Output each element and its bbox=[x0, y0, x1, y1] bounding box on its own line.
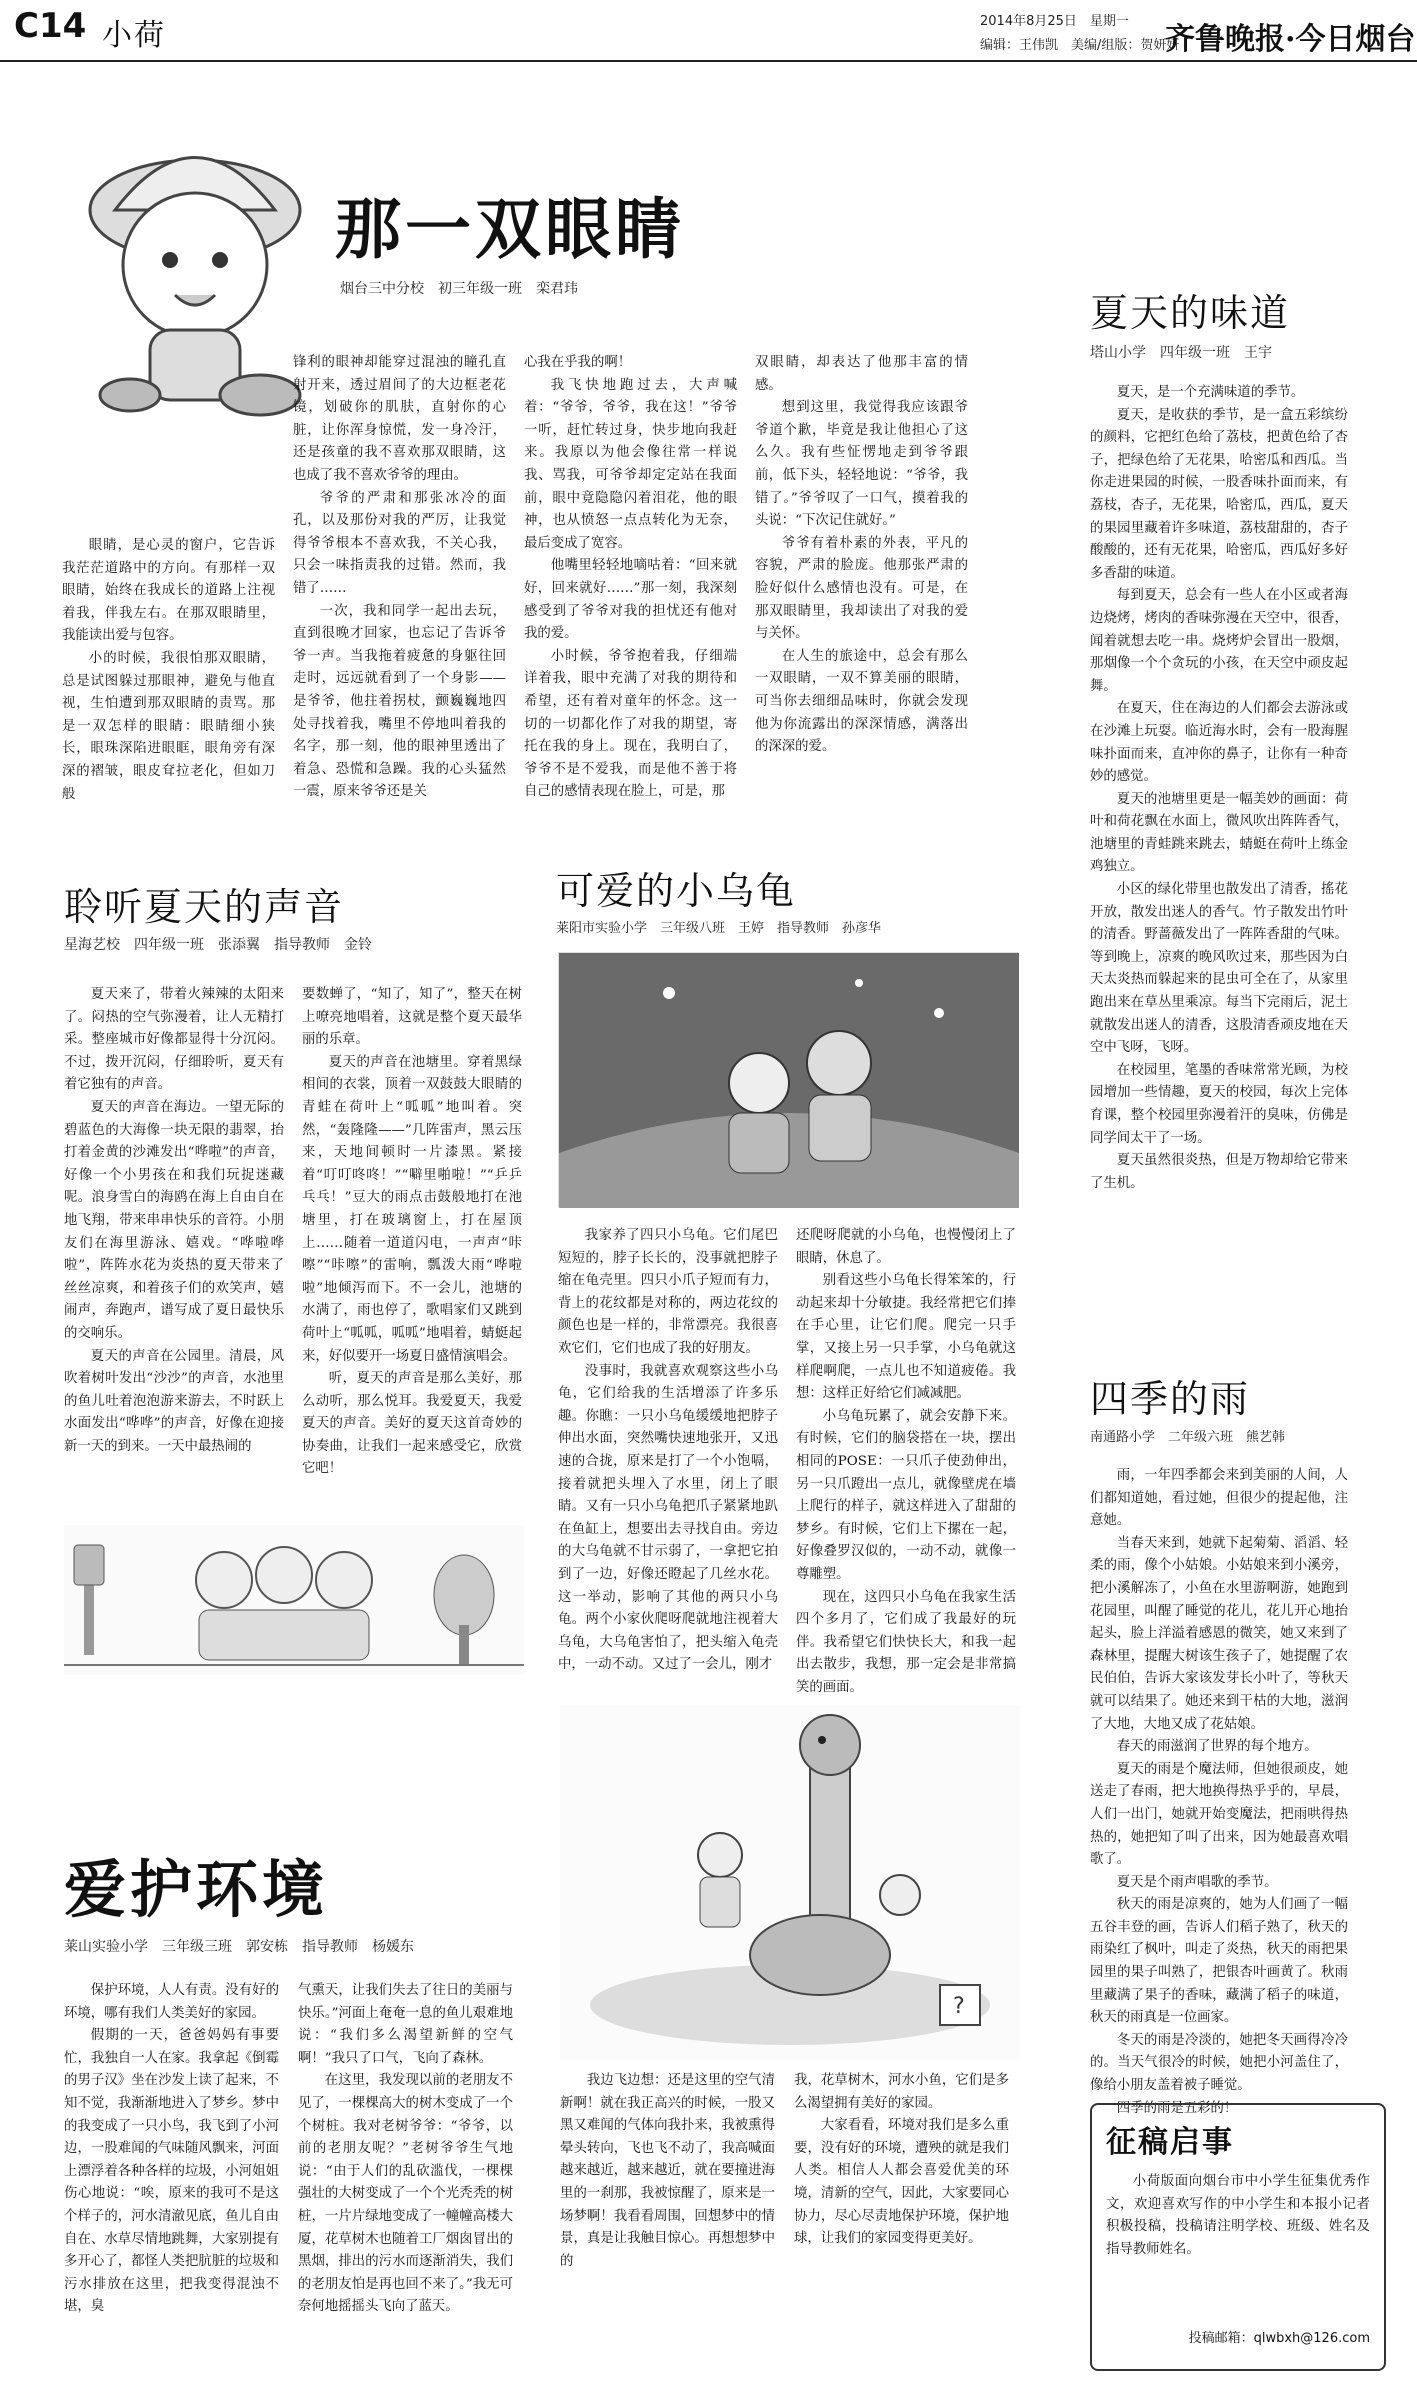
paragraph: 没事时，我就喜欢观察这些小乌龟，它们给我的生活增添了许多乐趣。你瞧：一只小乌龟缓缓地把脖子伸出水面，突然嘴快速地张开，又迅速的合拢，原来是打了一个小饱嗝，接着就把头埋入了水里，闭上了眼睛。又有一只小乌龟把爪子紧紧地趴在鱼缸上，想要出去寻找自由。旁边的大乌龟就不甘示弱了，一拿把它拍到了一边，好像还瞪起了几丝水花。这一举动，影响了其他的两只小乌龟。两个小家伙爬呀爬就地注视着大乌龟，大乌龟害怕了，把头缩入龟壳中，一动不动。又过了一会儿，刚才 bbox=[558, 1363, 778, 1673]
article-column-summer-sound-1 bbox=[64, 984, 284, 1514]
paragraph: 在校园里，笔墨的香味常常光顾，为校园增加一些情趣，夏天的校园，每次上完体育课，整个校园里弥漫着汗的臭味，仿佛是同学间太干了一场。 bbox=[1090, 1062, 1348, 1146]
paragraph: 冬天的雨是冷淡的，她把冬天画得冷冷的。当天气很冷的时候，她把小河盖住了，像给小朋友盖着被子睡觉。 bbox=[1090, 2032, 1348, 2094]
article-body-summer-taste bbox=[1090, 382, 1348, 1312]
article-byline-summer-sound: 星海艺校 四年级一班 张添翼 指导教师 金铃 bbox=[64, 937, 372, 953]
paragraph: 双眼睛，却表达了他那丰富的情感。 bbox=[755, 355, 968, 393]
paragraph: 大家看看，环境对我们是多么重要，没有好的环境，遭殃的就是我们人类。相信人人都会喜爱优美的环境，清新的空气，因此，大家要同心协力，尽心尽责地保护环境，保护地球，让我们的家园变得更美好。 bbox=[794, 2118, 1009, 2247]
article-column-summer-sound-2 bbox=[302, 984, 522, 1514]
paragraph: 小荷版面向烟台市中小学生征集优秀作文，欢迎喜欢写作的中小学生和本报小记者积极投稿，投稿请注明学校、班级、姓名及指导教师姓名。 bbox=[1106, 2174, 1370, 2257]
paragraph: 夏天的雨是个魔法师，但她很顽皮，她送走了春雨，把大地换得热乎乎的，早晨，人们一出门，她就开始变魔法，把雨哄得热热的，她把知了叫了出来，因为她最喜欢唱歌了。 bbox=[1090, 1761, 1348, 1868]
paragraph: 夏天，是收获的季节，是一盒五彩缤纷的颜料，它把红色给了荔枝，把黄色给了杏子，把绿色给了无花果，哈密瓜和西瓜。当你走进果园的时候，一股香味扑面而来，有荔枝，杏子，无花果，哈密瓜，西瓜，夏天的果园里藏着许多味道，荔枝甜甜的，杏子酸酸的，还有无花果，哈密瓜，西瓜好多好多香甜的味道。 bbox=[1090, 407, 1348, 581]
page-header bbox=[0, 0, 1417, 62]
paragraph: 在这里，我发现以前的老朋友不见了，一棵棵高大的树木变成了一个个树桩。我对老树爷爷：“爷爷，以前的老朋友呢？”老树爷爷生气地说：“由于人们的乱砍滥伐，一棵棵强壮的大树变成了一个个光秃秃的树桩，一片片绿地变成了一幢幢高楼大厦，花草树木也随着工厂烟囱冒出的黑烟，排出的污水而逐渐消失，我们的老朋友怕是再也回不来了。”我无可奈何地摇摇头飞向了蓝天。 bbox=[298, 2073, 513, 2315]
paragraph: 夏天的声音在公园里。清晨，风吹着树叶发出“沙沙”的声音，水池里的鱼儿吐着泡泡游来游去，不时跃上水面发出“哗哗”的声音，好像在迎接新一天的到来。一天中最热闹的 bbox=[64, 1348, 284, 1454]
article-column-turtle-1 bbox=[558, 1225, 778, 1675]
article-column-eyes-2 bbox=[293, 352, 506, 812]
svg-text:?: ? bbox=[953, 1994, 965, 2019]
paragraph: 一次，我和同学一起出去玩，直到很晚才回家，也忘记了告诉爷爷一声。当我拖着疲惫的身躯往回走时，远远就看到了一个身影——是爷爷，他拄着拐杖，颤巍巍地四处寻找着我，嘴里不停地叫着我的名字，那一刻，他的眼神里透出了着急、恐慌和急躁。我的心头猛然一震，原来爷爷还是关 bbox=[293, 603, 506, 800]
paragraph: 小时候，爷爷抱着我，仔细端详着我，眼中充满了对我的期待和希望，还有着对童年的怀念。这一切的一切都化作了对我的期望，寄托在我的身上。现在，我明白了，爷爷不是不爱我，而是他不善于将自己的感情表现在脸上，可是，那 bbox=[524, 648, 737, 800]
article-title-turtle: 可爱的小乌龟 bbox=[556, 869, 797, 913]
paragraph: 眼睛，是心灵的窗户，它告诉我茫茫道路中的方向。有那样一双眼睛，始终在我成长的道路上注视着我，伴我左右。在那双眼睛里，我能读出爱与包容。 bbox=[62, 538, 275, 644]
section-name: 小荷 bbox=[102, 18, 166, 53]
paragraph: 夏天来了，带着火辣辣的太阳来了。闷热的空气弥漫着，让人无精打采。整座城市好像都显得十分沉闷。不过，拨开沉闷，仔细聆听，夏天有着它独有的声音。 bbox=[64, 987, 284, 1093]
article-title-summer-taste: 夏天的味道 bbox=[1090, 291, 1291, 335]
paragraph: 当春天来到，她就下起菊菊、滔滔、轻柔的雨，像个小姑娘。小姑娘来到小溪旁，把小溪解冻了，小鱼在水里游啊游，她跑到花园里，叫醒了睡觉的花儿，花儿开心地抬起头，脸上洋溢着感恩的微笑，她又来到了森林里，提醒大树该生孩子了，她提醒了农民伯伯，告诉大家该发芽长小叶了，等秋天就可以结果了。她还来到干枯的大地，滋润了大地，大地又成了花姑娘。 bbox=[1090, 1535, 1348, 1732]
paragraph: 保护环境，人人有责。没有好的环境，哪有我们人类美好的家园。 bbox=[64, 1983, 279, 2021]
article-title-summer-sound: 聆听夏天的声音 bbox=[64, 885, 345, 929]
children-illustration bbox=[64, 1525, 524, 1675]
paragraph: 四季的雨是五彩的！ bbox=[1116, 2100, 1238, 2116]
article-column-eyes-3 bbox=[524, 352, 737, 812]
paragraph: 听，夏天的声音是那么美好，那么动听，那么悦耳。我爱夏天，我爱夏天的声音。美好的夏天这首奇妙的协奏曲，让我们一起来感受它，欣赏它吧！ bbox=[302, 1371, 522, 1477]
paragraph: 秋天的雨是凉爽的，她为人们画了一幅五谷丰登的画，告诉人们稻子熟了，秋天的雨染红了枫叶，叫走了炎热，秋天的雨把果园里的果子叫熟了，把银杏叶画黄了。秋雨里藏满了果子的香味，藏满了稻子的味道，秋天的雨真是一位画家。 bbox=[1090, 1897, 1348, 2026]
article-title-eyes: 那一双眼睛 bbox=[335, 191, 685, 268]
article-byline-summer-taste: 塔山小学 四年级一班 王宇 bbox=[1090, 345, 1272, 361]
notice-body bbox=[1106, 2171, 1370, 2321]
paragraph: 在夏天，住在海边的人们都会去游泳或在沙滩上玩耍。临近海水时，会有一股海腥味扑面而来，直冲你的鼻子，让你有一种奇妙的感觉。 bbox=[1090, 701, 1348, 785]
article-column-environment-3 bbox=[560, 2070, 775, 2370]
article-column-eyes-4 bbox=[755, 352, 968, 812]
article-byline-seasons-rain: 南通路小学 二年级六班 熊艺韩 bbox=[1090, 1430, 1286, 1445]
article-column-environment-1 bbox=[64, 1980, 279, 2370]
editors: 编辑：王伟凯 美编/组版：贺妍妍 bbox=[980, 38, 1180, 53]
article-column-eyes-1 bbox=[62, 535, 275, 810]
paragraph: 爷爷有着朴素的外表，平凡的容貌，严肃的脸庞。他那张严肃的脸好似什么感情也没有。可是，在那双眼睛里，我却读出了对我的爱与关怀。 bbox=[755, 535, 968, 642]
paragraph: 别看这些小乌龟长得笨笨的，行动起来却十分敏捷。我经常把它们捧在手心里，让它们爬。爬完一只手掌，又接上另一只手掌，小乌龟就这样爬啊爬，一点儿也不知道疲倦。我想：这样正好给它们减减肥。 bbox=[796, 1273, 1016, 1402]
paragraph: 小乌龟玩累了，就会安静下来。有时候，它们的脑袋搭在一块，摆出相同的POSE：一只爪子使劲伸出，另一只爪蹬出一点儿，就像壁虎在墙上爬行的样子，就这样进入了甜甜的梦乡。有时候，它们上下摞在一起，好像叠罗汉似的，一动不动，就像一尊雕塑。 bbox=[796, 1408, 1016, 1582]
brand-logo: 齐鲁晚报·今日烟台 bbox=[1165, 22, 1416, 57]
paragraph: 夏天的声音在海边。一望无际的碧蓝色的大海像一块无限的翡翠，抬打着金黄的沙滩发出“哗啦”的声音，好像一个小男孩在和我们玩捉迷藏呢。浪身雪白的海鸥在海上自由自在地飞翔，带来串串快乐的音符。小朋友们在海里游泳、嬉戏。“哗啦哗啦”，阵阵水花为炎热的夏天带来了丝丝凉爽，和着孩子们的欢笑声，嬉闹声，奔跑声，谱写成了夏日最快乐的交响乐。 bbox=[64, 1099, 284, 1341]
paragraph: 小的时候，我很怕那双眼睛，总是试图躲过那眼神，避免与他直视，生怕遭到那双眼睛的责骂。那是一双怎样的眼睛：眼睛细小狭长，眼珠深陷进眼眶，眼角旁有深深的褶皱，眼皮耷拉老化，但如刀般 bbox=[62, 650, 275, 802]
paragraph: 气熏天，让我们失去了往日的美丽与快乐。”河面上奄奄一息的鱼儿艰难地说：“我们多么渴望新鲜的空气啊！”我只了口气，飞向了森林。 bbox=[298, 1983, 513, 2066]
paragraph: 在人生的旅途中，总会有那么一双眼睛，一双不算美丽的眼睛，可当你去细细品味时，你就会发现他为你流露出的深深情感，满落出的深深的爱。 bbox=[755, 648, 968, 755]
article-column-environment-4 bbox=[794, 2070, 1009, 2370]
paragraph: 他嘴里轻轻地嘀咕着：“回来就好，回来就好……”那一刻，我深刻感受到了爷爷对我的担忧还有他对我的爱。 bbox=[524, 558, 737, 642]
paragraph: 还爬呀爬就的小乌龟，也慢慢闭上了眼睛，休息了。 bbox=[796, 1228, 1016, 1266]
paragraph: 锋利的眼神却能穿过混浊的瞳孔直射开来，透过眉间了的大边框老花镜，划破你的肌肤，直射你的心脏，让你浑身惊慌，发一身冷汗，还是孩童的我不喜欢那双眼睛，这也成了我不喜欢爷爷的理由。 bbox=[293, 355, 506, 483]
article-title-seasons-rain: 四季的雨 bbox=[1090, 1377, 1251, 1421]
article-byline-environment: 莱山实验小学 三年级三班 郭安栋 指导教师 杨媛东 bbox=[64, 1939, 414, 1955]
date-weekday: 2014年8月25日 星期一 bbox=[980, 14, 1129, 29]
paragraph: 爷爷的严肃和那张冰冷的面孔，以及那份对我的严厉，让我觉得爷爷根本不喜欢我，不关心我，只会一味指责我的过错。然而，我错了…… bbox=[293, 490, 506, 596]
article-title-environment: 爱护环境 bbox=[64, 1853, 329, 1926]
paragraph: 我边飞边想：还是这里的空气清新啊！就在我正高兴的时候，一股又黑又难闻的气体向我扑来，我被熏得晕头转向，飞也飞不动了，我高喊面越来越近，越来越近，就在要撞进海里的一刹那，我被惊醒了，原来是一场梦啊！我看看周围，回想梦中的情景，真是让我触目惊心。再想想梦中的 bbox=[560, 2073, 775, 2269]
paragraph: 想到这里，我觉得我应该跟爷爷道个歉，毕竟是我让他担心了这么久。我有些怔愣地走到爷爷跟前，低下头，轻轻地说：“爷爷，我错了。”爷爷叹了一口气，摸着我的头说：“下次记住就好。” bbox=[755, 400, 968, 529]
article-byline-turtle: 莱阳市实验小学 三年级八班 王婷 指导教师 孙彦华 bbox=[556, 921, 882, 936]
paragraph: 现在，这四只小乌龟在我家生活四个多月了，它们成了我最好的玩伴。我希望它们快快长大，和我一起出去散步，我想，那一定会是非常搞笑的画面。 bbox=[796, 1589, 1016, 1695]
paragraph: 雨，一年四季都会来到美丽的人间，人们都知道她，看过她，但很少的提起他，注意她。 bbox=[1090, 1468, 1348, 1529]
notice-box bbox=[1090, 2103, 1386, 2371]
paragraph: 春天的雨滋润了世界的每个地方。 bbox=[1116, 1739, 1318, 1755]
paragraph: 夏天的声音在池塘里。穿着黑绿相间的衣裳，顶着一双鼓鼓大眼睛的青蛙在荷叶上“呱呱”地叫着。突然，“轰隆隆——”几阵雷声，黑云压来，天地间顿时一片漆黑。紧接着“叮叮咚咚！”“噼里啪啦！”“乒乒乓乓！”豆大的雨点击鼓般地打在池塘里，打在玻璃窗上，打在屋顶上……随着一道道闪电，一声声“咔嚓”“咔嚓”的雷响，瓢泼大雨“哗啦啦”地倾泻而下。不一会儿，池塘的水满了，雨也停了，歌唱家们又跳到荷叶上“呱呱，呱呱”地唱着，蜻蜓起来，好似要开一场夏日盛情演唱会。 bbox=[302, 1054, 522, 1364]
paragraph: 我飞快地跑过去，大声喊着：“爷爷，爷爷，我在这！”爷爷一听，赶忙转过身，快步地向我赶来。我原以为他会像往常一样说我、骂我，可爷爷却定定站在我面前，眼中竟隐隐闪着泪花，他的眼神，也从愤怒一点点转化为无奈，最后变成了宽容。 bbox=[524, 377, 737, 551]
paragraph: 要数蝉了，“知了，知了”，整天在树上嘹亮地唱着，这就是整个夏天最华丽的乐章。 bbox=[302, 987, 522, 1048]
mascot-illustration bbox=[60, 95, 330, 435]
turtle-illustration bbox=[558, 952, 1018, 1207]
paragraph: 夏天，是一个充满味道的季节。 bbox=[1116, 385, 1305, 400]
paragraph: 小区的绿化带里也散发出了清香，搖花开放，散发出迷人的香气。竹子散发出竹叶的清香。野蔷薇发出了一阵阵香甜的气味。等到晚上，凉爽的晚风吹过来，那些因为白天太炎热而躲起来的昆虫可全在了，从家里跑出来在草丛里乘凉。每当下完雨后，泥土就散发出迷人的清香，这股清香顽皮地在天空中飞呀，飞呀。 bbox=[1090, 882, 1348, 1056]
notice-email[interactable]: 投稿邮箱：qlwbxh@126.com bbox=[1188, 2331, 1370, 2346]
header-rule bbox=[0, 60, 1417, 62]
page-code: C14 bbox=[14, 6, 87, 46]
paragraph: 我家养了四只小乌龟。它们尾巴短短的，脖子长长的，没事就把脖子缩在龟壳里。四只小爪子短而有力，背上的花纹都是对称的，两边花纹的颜色也是一样的，非常漂亮。我很喜欢它们，它们也成了我的好朋友。 bbox=[558, 1228, 778, 1356]
article-body-seasons-rain bbox=[1090, 1465, 1348, 2116]
paragraph: 夏天虽然很炎热，但是万物却给它带来了生机。 bbox=[1090, 1153, 1348, 1191]
article-byline-eyes: 烟台三中分校 初三年级一班 栾君玮 bbox=[340, 281, 578, 297]
paragraph: 每到夏天，总会有一些人在小区或者海边烧烤，烤肉的香味弥漫在天空中，很香，闻着就想去吃一串。烧烤炉会冒出一股烟，那烟像一个个贪玩的小孩，在天空中顽皮起舞。 bbox=[1090, 588, 1348, 694]
paragraph: 我，花草树木，河水小鱼，它们是多么渴望拥有美好的家园。 bbox=[794, 2073, 1009, 2111]
article-column-environment-2 bbox=[298, 1980, 513, 2370]
notice-title: 征稿启事 bbox=[1106, 2125, 1234, 2160]
article-column-turtle-2 bbox=[796, 1225, 1016, 1695]
paragraph: 假期的一天，爸爸妈妈有事要忙，我独自一人在家。我拿起《倒霉的男子汉》坐在沙发上读了起来，不知不觉，我渐渐地进入了梦乡。梦中的我变成了一只小鸟，我飞到了小河边，一股难闻的气味随风飘来，河面上漂浮着各种各样的垃圾，小河姐姐伤心地说：“唉，原来的我可不是这个样子的，河水清澈见底，鱼儿自由自在、水草尽情地跳舞，大家别提有多开心了，都怪人类把肮脏的垃圾和污水排放在这里，把我变得混浊不堪，臭 bbox=[64, 2028, 279, 2315]
giraffe-illustration bbox=[560, 1705, 1020, 2060]
paragraph: 心我在乎我的啊！ bbox=[524, 355, 632, 370]
paragraph: 夏天是个雨声唱歌的季节。 bbox=[1116, 1874, 1278, 1890]
paragraph: 夏天的池塘里更是一幅美妙的画面：荷叶和荷花飘在水面上，微风吹出阵阵香气，池塘里的青蛙跳来跳去，蜻蜓在荷叶上练金鸡独立。 bbox=[1090, 791, 1348, 875]
